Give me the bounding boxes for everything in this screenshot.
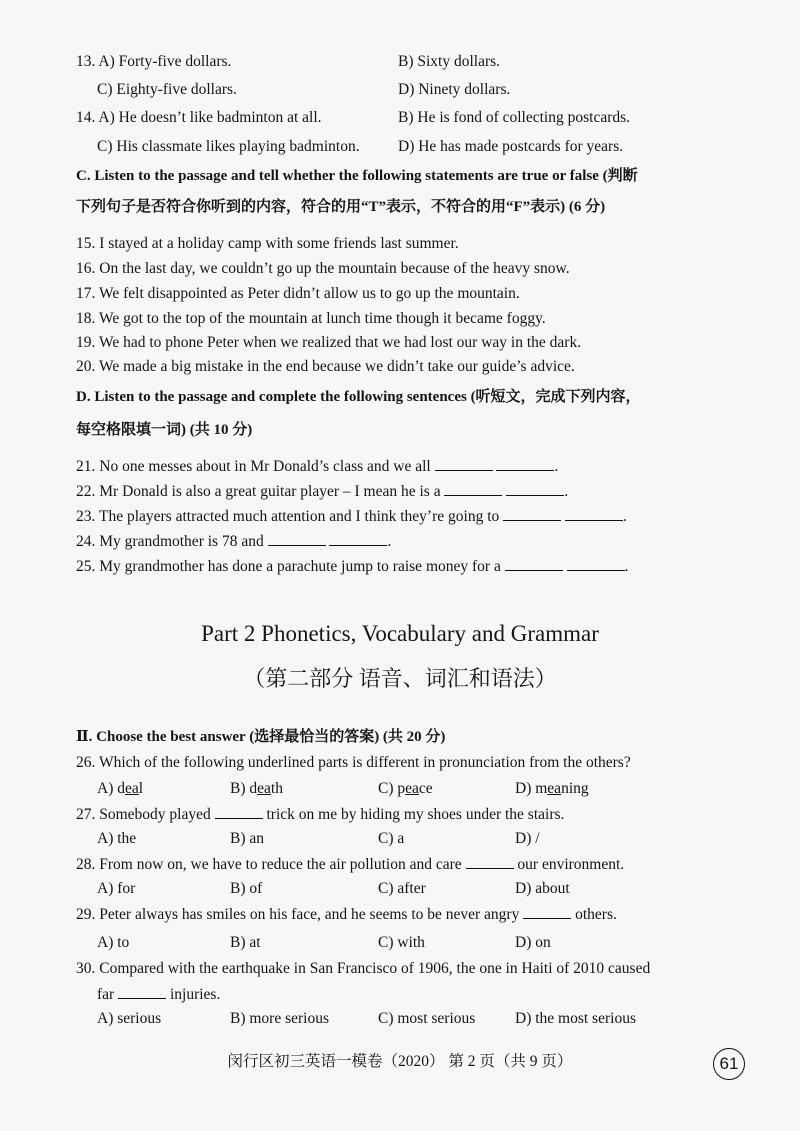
q13-option-b: B) Sixty dollars. [398,53,501,70]
section-ii-instruction: Ⅱ. Choose the best answer (选择最恰当的答案) (共 20 分) [76,729,446,745]
fill-sentence-25: 25. My grandmother has done a parachute jump to raise money for a . [76,558,629,575]
q26-option-c: C) peace [378,780,433,797]
q14-option-c: C) His classmate likes playing badminton. [97,138,360,155]
section-d-instruction-2: 每空格限填一词) (共 10 分) [76,422,253,438]
fill-sentence-22: 22. Mr Donald is also a great guitar player – I mean he is a . [76,483,569,500]
part2-subtitle: （第二部分 语音、词汇和语法） [243,666,557,691]
tf-statement: 16. On the last day, we couldn’t go up the mountain because of the heavy snow. [76,260,570,277]
q29-stem: 29. Peter always has smiles on his face, and he seems to be never angry others. [76,906,617,923]
page-footer: 闵行区初三英语一模卷（2020） 第 2 页（共 9 页） [227,1053,573,1070]
fill-sentence-24: 24. My grandmother is 78 and . [76,533,392,550]
answer-blank[interactable] [496,456,554,471]
q28-stem: 28. From now on, we have to reduce the air pollution and care our environment. [76,856,625,873]
answer-blank[interactable] [506,481,564,496]
answer-blank[interactable] [329,531,387,546]
section-c-instruction-1: C. Listen to the passage and tell whether the following statements are true or false (判断 [76,168,638,184]
part2-title: Part 2 Phonetics, Vocabulary and Grammar [201,621,599,646]
tf-statement: 17. We felt disappointed as Peter didn’t allow us to go up the mountain. [76,285,520,302]
q26-option-d: D) meaning [515,780,589,797]
answer-blank[interactable] [444,481,502,496]
q13-option-d: D) Ninety dollars. [398,81,511,98]
page-number-badge: 61 [713,1048,745,1080]
q30-option-b: B) more serious [230,1010,330,1027]
q27-option-d: D) / [515,830,540,847]
q27-stem: 27. Somebody played trick on me by hiding my shoes under the stairs. [76,806,565,823]
answer-blank[interactable] [523,904,571,919]
answer-blank[interactable] [466,854,514,869]
q26-stem: 26. Which of the following underlined parts is different in pronunciation from the others? [76,754,631,771]
q28-option-a: A) for [97,880,136,897]
q29-option-d: D) on [515,934,551,951]
q27-option-a: A) the [97,830,137,847]
q30-stem-2: far injuries. [97,986,221,1003]
q26-option-a: A) deal [97,780,144,797]
tf-statement: 18. We got to the top of the mountain at lunch time though it became foggy. [76,310,546,327]
q28-option-b: B) of [230,880,263,897]
answer-blank[interactable] [215,804,263,819]
answer-blank[interactable] [565,506,623,521]
q30-option-d: D) the most serious [515,1010,636,1027]
q14-option-a: 14. A) He doesn’t like badminton at all. [76,109,322,126]
answer-blank[interactable] [268,531,326,546]
answer-blank[interactable] [118,984,166,999]
q14-option-b: B) He is fond of collecting postcards. [398,109,631,126]
section-c-instruction-2: 下列句子是否符合你听到的内容，符合的用“T”表示，不符合的用“F”表示) (6 分) [76,199,606,215]
section-d-instruction-1: D. Listen to the passage and complete the following sentences (听短文，完成下列内容， [76,389,641,405]
q30-option-a: A) serious [97,1010,162,1027]
answer-blank[interactable] [503,506,561,521]
q27-option-c: C) a [378,830,405,847]
q27-option-b: B) an [230,830,265,847]
q29-option-c: C) with [378,934,425,951]
q28-option-d: D) about [515,880,570,897]
q29-option-a: A) to [97,934,130,951]
answer-blank[interactable] [567,556,625,571]
fill-sentence-21: 21. No one messes about in Mr Donald’s class and we all . [76,458,559,475]
q13-option-c: C) Eighty-five dollars. [97,81,237,98]
q29-option-b: B) at [230,934,261,951]
answer-blank[interactable] [435,456,493,471]
q13-option-a: 13. A) Forty-five dollars. [76,53,232,70]
answer-blank[interactable] [505,556,563,571]
q26-option-b: B) death [230,780,283,797]
fill-sentence-23: 23. The players attracted much attention and I think they’re going to . [76,508,627,525]
q14-option-d: D) He has made postcards for years. [398,138,624,155]
tf-statement: 15. I stayed at a holiday camp with some friends last summer. [76,235,459,252]
tf-statement: 20. We made a big mistake in the end because we didn’t take our guide’s advice. [76,358,575,375]
q30-option-c: C) most serious [378,1010,476,1027]
tf-statement: 19. We had to phone Peter when we realized that we had lost our way in the dark. [76,334,582,351]
q30-stem-1: 30. Compared with the earthquake in San Francisco of 1906, the one in Haiti of 2010 caused [76,960,651,977]
q28-option-c: C) after [378,880,426,897]
